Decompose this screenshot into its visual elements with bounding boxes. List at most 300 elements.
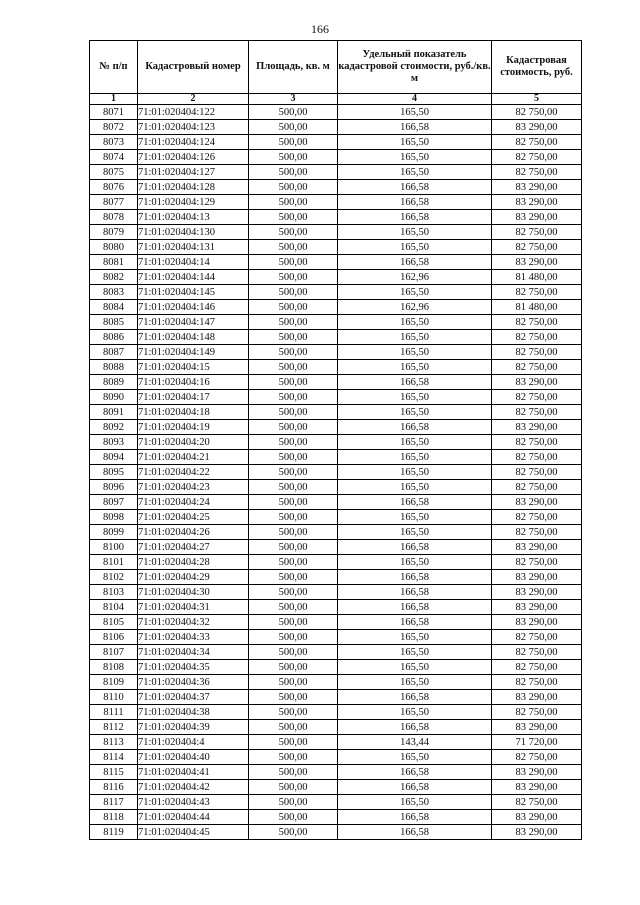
cell-cadastral-number: 71:01:020404:25 [138, 510, 249, 525]
cell-specific-value: 166,58 [338, 255, 492, 270]
cell-area: 500,00 [249, 780, 338, 795]
cell-cadastral-number: 71:01:020404:131 [138, 240, 249, 255]
cell-cadastral-value: 83 290,00 [492, 495, 582, 510]
cell-cadastral-value: 83 290,00 [492, 720, 582, 735]
cell-specific-value: 165,50 [338, 405, 492, 420]
cell-row-number: 8091 [90, 405, 138, 420]
cell-row-number: 8082 [90, 270, 138, 285]
cell-cadastral-value: 83 290,00 [492, 810, 582, 825]
table-row [90, 525, 582, 540]
cell-row-number: 8097 [90, 495, 138, 510]
cell-cadastral-value: 83 290,00 [492, 600, 582, 615]
cell-cadastral-number: 71:01:020404:39 [138, 720, 249, 735]
cell-row-number: 8073 [90, 135, 138, 150]
cell-cadastral-value: 82 750,00 [492, 360, 582, 375]
table-row [90, 120, 582, 135]
cell-cadastral-number: 71:01:020404:4 [138, 735, 249, 750]
cell-row-number: 8086 [90, 330, 138, 345]
cell-specific-value: 165,50 [338, 675, 492, 690]
cell-area: 500,00 [249, 210, 338, 225]
table-row [90, 270, 582, 285]
cell-cadastral-value: 83 290,00 [492, 780, 582, 795]
table-row [90, 345, 582, 360]
cell-row-number: 8102 [90, 570, 138, 585]
cell-area: 500,00 [249, 225, 338, 240]
table-row [90, 675, 582, 690]
cell-cadastral-number: 71:01:020404:128 [138, 180, 249, 195]
table-row [90, 630, 582, 645]
cell-cadastral-number: 71:01:020404:29 [138, 570, 249, 585]
column-number: 2 [138, 94, 249, 105]
cell-area: 500,00 [249, 270, 338, 285]
cell-specific-value: 166,58 [338, 585, 492, 600]
cell-cadastral-value: 82 750,00 [492, 510, 582, 525]
cell-row-number: 8085 [90, 315, 138, 330]
cell-specific-value: 166,58 [338, 495, 492, 510]
table-row [90, 690, 582, 705]
cell-cadastral-number: 71:01:020404:18 [138, 405, 249, 420]
cell-area: 500,00 [249, 735, 338, 750]
cell-cadastral-value: 83 290,00 [492, 690, 582, 705]
table-row [90, 465, 582, 480]
cell-cadastral-number: 71:01:020404:26 [138, 525, 249, 540]
cell-row-number: 8077 [90, 195, 138, 210]
cell-area: 500,00 [249, 255, 338, 270]
header-cadastral-number: Кадастровый номер [138, 41, 249, 94]
cell-cadastral-number: 71:01:020404:21 [138, 450, 249, 465]
cell-specific-value: 166,58 [338, 810, 492, 825]
cell-area: 500,00 [249, 750, 338, 765]
cell-row-number: 8093 [90, 435, 138, 450]
table-row [90, 570, 582, 585]
table-row [90, 240, 582, 255]
cell-area: 500,00 [249, 375, 338, 390]
cell-area: 500,00 [249, 300, 338, 315]
cell-area: 500,00 [249, 465, 338, 480]
cell-cadastral-value: 83 290,00 [492, 195, 582, 210]
cell-row-number: 8105 [90, 615, 138, 630]
cell-cadastral-number: 71:01:020404:148 [138, 330, 249, 345]
table-row [90, 195, 582, 210]
cell-cadastral-number: 71:01:020404:42 [138, 780, 249, 795]
cell-specific-value: 165,50 [338, 285, 492, 300]
cell-row-number: 8104 [90, 600, 138, 615]
cell-cadastral-number: 71:01:020404:40 [138, 750, 249, 765]
cell-row-number: 8109 [90, 675, 138, 690]
cell-cadastral-number: 71:01:020404:13 [138, 210, 249, 225]
table-row [90, 555, 582, 570]
cell-specific-value: 166,58 [338, 540, 492, 555]
cell-cadastral-number: 71:01:020404:37 [138, 690, 249, 705]
cell-specific-value: 166,58 [338, 720, 492, 735]
cell-row-number: 8112 [90, 720, 138, 735]
cell-specific-value: 166,58 [338, 180, 492, 195]
cell-row-number: 8108 [90, 660, 138, 675]
cell-specific-value: 143,44 [338, 735, 492, 750]
cell-cadastral-number: 71:01:020404:129 [138, 195, 249, 210]
cell-cadastral-value: 82 750,00 [492, 750, 582, 765]
cell-specific-value: 162,96 [338, 270, 492, 285]
cell-row-number: 8106 [90, 630, 138, 645]
table-row [90, 210, 582, 225]
cell-cadastral-value: 83 290,00 [492, 120, 582, 135]
cell-specific-value: 166,58 [338, 615, 492, 630]
table-row [90, 135, 582, 150]
cell-cadastral-value: 82 750,00 [492, 465, 582, 480]
table-row [90, 735, 582, 750]
cell-cadastral-value: 81 480,00 [492, 270, 582, 285]
cell-row-number: 8078 [90, 210, 138, 225]
cell-cadastral-number: 71:01:020404:17 [138, 390, 249, 405]
cell-cadastral-value: 82 750,00 [492, 450, 582, 465]
cell-area: 500,00 [249, 675, 338, 690]
table-row [90, 705, 582, 720]
cell-cadastral-number: 71:01:020404:16 [138, 375, 249, 390]
cell-area: 500,00 [249, 660, 338, 675]
cell-specific-value: 166,58 [338, 690, 492, 705]
cell-specific-value: 165,50 [338, 390, 492, 405]
table-row [90, 450, 582, 465]
cell-row-number: 8114 [90, 750, 138, 765]
cell-specific-value: 165,50 [338, 360, 492, 375]
cell-area: 500,00 [249, 720, 338, 735]
cell-cadastral-value: 82 750,00 [492, 150, 582, 165]
cell-cadastral-number: 71:01:020404:31 [138, 600, 249, 615]
table-row [90, 300, 582, 315]
column-number: 4 [338, 94, 492, 105]
cell-area: 500,00 [249, 570, 338, 585]
cell-cadastral-number: 71:01:020404:28 [138, 555, 249, 570]
cell-cadastral-value: 82 750,00 [492, 330, 582, 345]
cell-cadastral-number: 71:01:020404:27 [138, 540, 249, 555]
cell-specific-value: 165,50 [338, 165, 492, 180]
table-row [90, 720, 582, 735]
header-row-number: № п/п [90, 41, 138, 94]
cell-cadastral-number: 71:01:020404:22 [138, 465, 249, 480]
cell-area: 500,00 [249, 450, 338, 465]
cell-cadastral-value: 82 750,00 [492, 105, 582, 120]
cell-cadastral-number: 71:01:020404:32 [138, 615, 249, 630]
cell-specific-value: 166,58 [338, 375, 492, 390]
cell-cadastral-value: 82 750,00 [492, 525, 582, 540]
table-row [90, 600, 582, 615]
cell-area: 500,00 [249, 240, 338, 255]
cell-area: 500,00 [249, 525, 338, 540]
cell-area: 500,00 [249, 180, 338, 195]
cell-specific-value: 165,50 [338, 555, 492, 570]
cell-specific-value: 165,50 [338, 645, 492, 660]
cell-specific-value: 165,50 [338, 705, 492, 720]
cell-row-number: 8076 [90, 180, 138, 195]
cell-cadastral-number: 71:01:020404:23 [138, 480, 249, 495]
cell-specific-value: 165,50 [338, 345, 492, 360]
cell-cadastral-value: 82 750,00 [492, 645, 582, 660]
cell-cadastral-value: 82 750,00 [492, 240, 582, 255]
table-row [90, 645, 582, 660]
table-row [90, 540, 582, 555]
cell-specific-value: 165,50 [338, 525, 492, 540]
cell-row-number: 8119 [90, 825, 138, 840]
page-number: 166 [311, 22, 329, 36]
cell-row-number: 8099 [90, 525, 138, 540]
column-number: 5 [492, 94, 582, 105]
cell-cadastral-value: 82 750,00 [492, 345, 582, 360]
cell-row-number: 8118 [90, 810, 138, 825]
table-row [90, 405, 582, 420]
cell-cadastral-number: 71:01:020404:35 [138, 660, 249, 675]
cell-cadastral-value: 83 290,00 [492, 825, 582, 840]
cell-cadastral-number: 71:01:020404:44 [138, 810, 249, 825]
cell-area: 500,00 [249, 135, 338, 150]
cell-area: 500,00 [249, 120, 338, 135]
cell-row-number: 8092 [90, 420, 138, 435]
cell-cadastral-value: 82 750,00 [492, 165, 582, 180]
cell-row-number: 8107 [90, 645, 138, 660]
cell-cadastral-value: 83 290,00 [492, 540, 582, 555]
cell-area: 500,00 [249, 150, 338, 165]
cell-area: 500,00 [249, 540, 338, 555]
cell-area: 500,00 [249, 555, 338, 570]
table-row [90, 255, 582, 270]
cell-cadastral-number: 71:01:020404:38 [138, 705, 249, 720]
cell-row-number: 8090 [90, 390, 138, 405]
cell-cadastral-value: 83 290,00 [492, 375, 582, 390]
table-row [90, 285, 582, 300]
cell-row-number: 8096 [90, 480, 138, 495]
cell-specific-value: 165,50 [338, 630, 492, 645]
cell-area: 500,00 [249, 285, 338, 300]
cell-specific-value: 166,58 [338, 825, 492, 840]
cell-specific-value: 165,50 [338, 750, 492, 765]
cell-area: 500,00 [249, 825, 338, 840]
cell-row-number: 8101 [90, 555, 138, 570]
cell-area: 500,00 [249, 390, 338, 405]
column-number: 1 [90, 94, 138, 105]
cell-specific-value: 166,58 [338, 570, 492, 585]
cell-specific-value: 165,50 [338, 105, 492, 120]
cell-cadastral-number: 71:01:020404:145 [138, 285, 249, 300]
cell-row-number: 8117 [90, 795, 138, 810]
table-row [90, 795, 582, 810]
table-row [90, 765, 582, 780]
cell-area: 500,00 [249, 645, 338, 660]
cell-cadastral-number: 71:01:020404:126 [138, 150, 249, 165]
cell-cadastral-number: 71:01:020404:20 [138, 435, 249, 450]
table-row [90, 225, 582, 240]
cell-cadastral-value: 71 720,00 [492, 735, 582, 750]
cell-area: 500,00 [249, 795, 338, 810]
cell-cadastral-value: 83 290,00 [492, 420, 582, 435]
cell-specific-value: 165,50 [338, 510, 492, 525]
cell-area: 500,00 [249, 690, 338, 705]
cell-row-number: 8083 [90, 285, 138, 300]
cell-area: 500,00 [249, 585, 338, 600]
cell-area: 500,00 [249, 765, 338, 780]
cell-area: 500,00 [249, 420, 338, 435]
cell-row-number: 8080 [90, 240, 138, 255]
table-row [90, 420, 582, 435]
cell-cadastral-number: 71:01:020404:41 [138, 765, 249, 780]
table-row [90, 750, 582, 765]
cell-area: 500,00 [249, 600, 338, 615]
cell-cadastral-number: 71:01:020404:123 [138, 120, 249, 135]
table-row [90, 495, 582, 510]
cell-row-number: 8084 [90, 300, 138, 315]
cell-cadastral-number: 71:01:020404:45 [138, 825, 249, 840]
cell-area: 500,00 [249, 330, 338, 345]
cell-cadastral-number: 71:01:020404:130 [138, 225, 249, 240]
table-row [90, 825, 582, 840]
cell-specific-value: 166,58 [338, 765, 492, 780]
cell-row-number: 8087 [90, 345, 138, 360]
cell-specific-value: 165,50 [338, 135, 492, 150]
cell-row-number: 8095 [90, 465, 138, 480]
cell-area: 500,00 [249, 435, 338, 450]
cell-row-number: 8110 [90, 690, 138, 705]
table-row [90, 660, 582, 675]
table-row [90, 105, 582, 120]
cell-cadastral-value: 82 750,00 [492, 315, 582, 330]
header-specific-value: Удельный показатель кадастровой стоимости, руб./кв. м [338, 41, 492, 94]
cell-specific-value: 166,58 [338, 780, 492, 795]
cell-specific-value: 165,50 [338, 240, 492, 255]
table-row [90, 435, 582, 450]
cell-cadastral-number: 71:01:020404:124 [138, 135, 249, 150]
cadastral-value-table [89, 40, 582, 840]
cell-cadastral-number: 71:01:020404:122 [138, 105, 249, 120]
cell-cadastral-value: 82 750,00 [492, 435, 582, 450]
cell-cadastral-value: 83 290,00 [492, 570, 582, 585]
cell-row-number: 8074 [90, 150, 138, 165]
cell-cadastral-value: 82 750,00 [492, 795, 582, 810]
cell-row-number: 8111 [90, 705, 138, 720]
cell-specific-value: 165,50 [338, 795, 492, 810]
table-body [90, 105, 582, 840]
cell-area: 500,00 [249, 705, 338, 720]
cell-cadastral-value: 82 750,00 [492, 225, 582, 240]
cell-cadastral-number: 71:01:020404:146 [138, 300, 249, 315]
header-area: Площадь, кв. м [249, 41, 338, 94]
cell-cadastral-number: 71:01:020404:149 [138, 345, 249, 360]
cell-area: 500,00 [249, 360, 338, 375]
cell-specific-value: 165,50 [338, 150, 492, 165]
cell-cadastral-value: 82 750,00 [492, 675, 582, 690]
cell-cadastral-number: 71:01:020404:33 [138, 630, 249, 645]
table-row [90, 480, 582, 495]
cell-cadastral-value: 82 750,00 [492, 630, 582, 645]
cell-row-number: 8094 [90, 450, 138, 465]
table-row [90, 510, 582, 525]
table-row [90, 180, 582, 195]
column-number-row [90, 94, 582, 105]
cell-area: 500,00 [249, 630, 338, 645]
cell-area: 500,00 [249, 510, 338, 525]
cell-cadastral-number: 71:01:020404:147 [138, 315, 249, 330]
cell-row-number: 8075 [90, 165, 138, 180]
cell-area: 500,00 [249, 495, 338, 510]
table-row [90, 165, 582, 180]
cell-cadastral-value: 83 290,00 [492, 180, 582, 195]
cell-specific-value: 165,50 [338, 465, 492, 480]
cell-cadastral-number: 71:01:020404:144 [138, 270, 249, 285]
cell-cadastral-value: 82 750,00 [492, 285, 582, 300]
table-row [90, 315, 582, 330]
cell-area: 500,00 [249, 195, 338, 210]
cell-cadastral-value: 83 290,00 [492, 765, 582, 780]
cell-cadastral-value: 81 480,00 [492, 300, 582, 315]
cell-cadastral-number: 71:01:020404:43 [138, 795, 249, 810]
cell-specific-value: 165,50 [338, 660, 492, 675]
table-row [90, 780, 582, 795]
cell-row-number: 8103 [90, 585, 138, 600]
cell-area: 500,00 [249, 405, 338, 420]
cell-specific-value: 165,50 [338, 435, 492, 450]
cell-specific-value: 165,50 [338, 225, 492, 240]
cell-cadastral-value: 83 290,00 [492, 210, 582, 225]
table-row [90, 615, 582, 630]
column-number: 3 [249, 94, 338, 105]
cell-row-number: 8098 [90, 510, 138, 525]
cell-specific-value: 166,58 [338, 195, 492, 210]
cell-cadastral-number: 71:01:020404:24 [138, 495, 249, 510]
table-row [90, 390, 582, 405]
cell-area: 500,00 [249, 165, 338, 180]
cell-cadastral-value: 82 750,00 [492, 555, 582, 570]
cell-row-number: 8089 [90, 375, 138, 390]
cell-specific-value: 166,58 [338, 600, 492, 615]
cell-cadastral-number: 71:01:020404:30 [138, 585, 249, 600]
cell-cadastral-value: 83 290,00 [492, 615, 582, 630]
cell-cadastral-value: 82 750,00 [492, 660, 582, 675]
cell-cadastral-value: 83 290,00 [492, 255, 582, 270]
cell-row-number: 8071 [90, 105, 138, 120]
table-row [90, 150, 582, 165]
cell-row-number: 8116 [90, 780, 138, 795]
cell-specific-value: 166,58 [338, 210, 492, 225]
cell-specific-value: 165,50 [338, 315, 492, 330]
cell-specific-value: 165,50 [338, 480, 492, 495]
cell-area: 500,00 [249, 615, 338, 630]
cell-cadastral-value: 82 750,00 [492, 390, 582, 405]
cell-row-number: 8113 [90, 735, 138, 750]
cell-specific-value: 166,58 [338, 420, 492, 435]
table-row [90, 585, 582, 600]
cell-cadastral-value: 82 750,00 [492, 405, 582, 420]
cell-area: 500,00 [249, 810, 338, 825]
cell-row-number: 8088 [90, 360, 138, 375]
cell-row-number: 8072 [90, 120, 138, 135]
cell-cadastral-value: 82 750,00 [492, 480, 582, 495]
cell-row-number: 8079 [90, 225, 138, 240]
cell-row-number: 8115 [90, 765, 138, 780]
cell-specific-value: 165,50 [338, 330, 492, 345]
cell-area: 500,00 [249, 480, 338, 495]
header-cadastral-value: Кадастровая стоимость, руб. [492, 41, 582, 94]
cell-cadastral-number: 71:01:020404:127 [138, 165, 249, 180]
cell-cadastral-value: 82 750,00 [492, 135, 582, 150]
cell-cadastral-number: 71:01:020404:19 [138, 420, 249, 435]
cell-area: 500,00 [249, 105, 338, 120]
cell-row-number: 8100 [90, 540, 138, 555]
cell-cadastral-number: 71:01:020404:34 [138, 645, 249, 660]
table-row [90, 330, 582, 345]
table-row [90, 360, 582, 375]
table-row [90, 375, 582, 390]
cell-cadastral-value: 82 750,00 [492, 705, 582, 720]
cell-row-number: 8081 [90, 255, 138, 270]
header-row [90, 41, 582, 94]
cell-specific-value: 162,96 [338, 300, 492, 315]
